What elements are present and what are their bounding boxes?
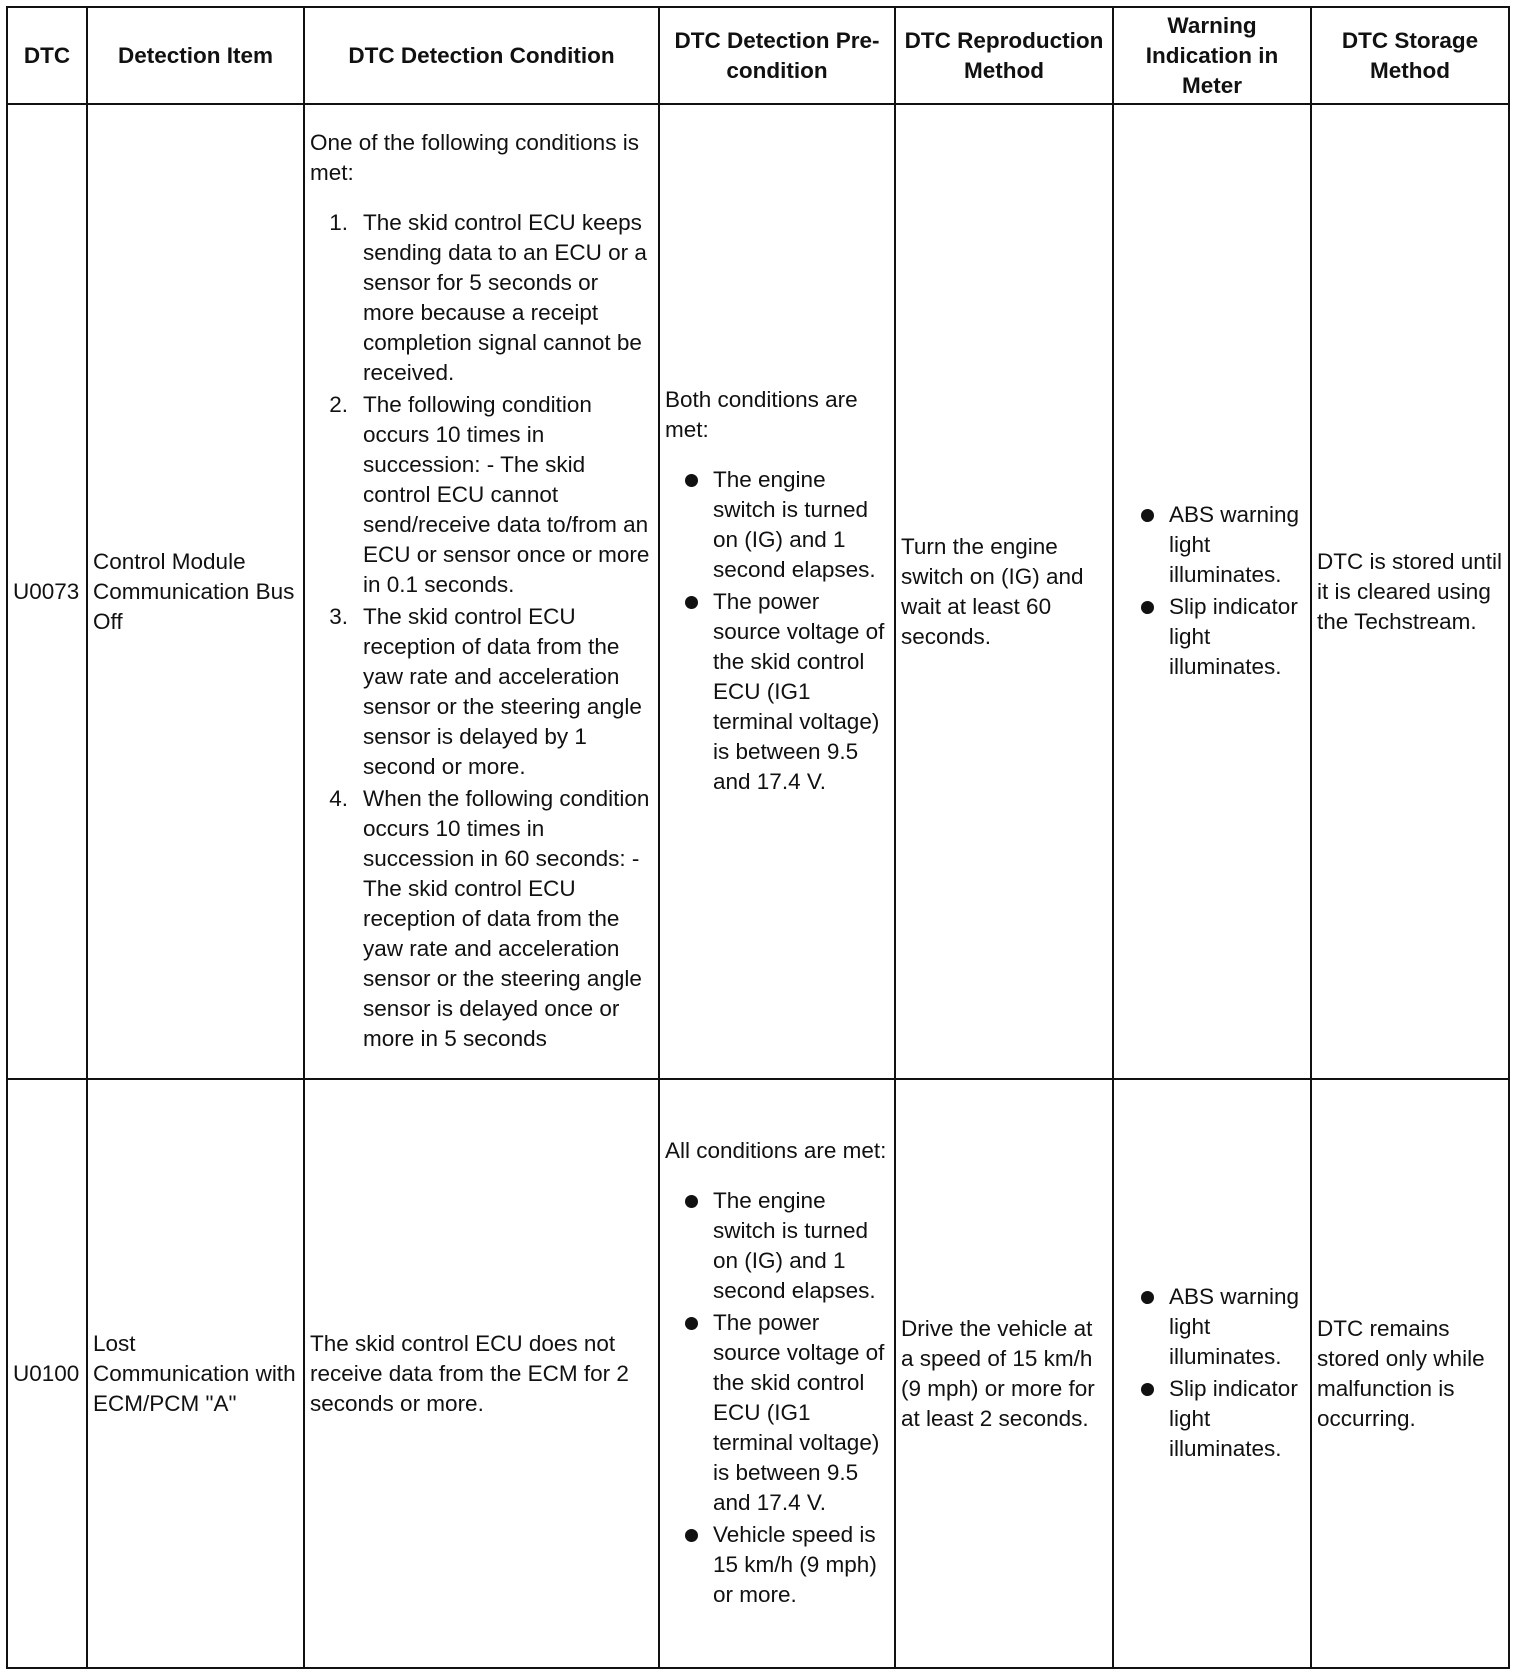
dtc-code: U0100 bbox=[7, 1079, 87, 1668]
bullet-icon bbox=[1119, 1282, 1169, 1372]
precondition-item bbox=[665, 587, 889, 797]
precondition-item bbox=[665, 465, 889, 585]
condition-item bbox=[310, 208, 653, 388]
dtc-code: U0073 bbox=[7, 104, 87, 1079]
warning-list bbox=[1119, 1282, 1305, 1464]
storage-method: DTC remains stored only while malfunction is occurring. bbox=[1311, 1079, 1509, 1668]
condition-lead: One of the following conditions is met: bbox=[310, 129, 639, 185]
condition-text: The skid control ECU reception of data from the yaw rate and acceleration sensor or the steering angle sensor is delayed by 1 second or more. bbox=[363, 603, 642, 779]
detection-precondition bbox=[659, 1079, 895, 1668]
header-reproduction-method: DTC Reproduction Method bbox=[895, 7, 1113, 104]
dtc-table-wrapper bbox=[6, 6, 1510, 1669]
warning-item bbox=[1119, 500, 1305, 590]
bullet-icon bbox=[1119, 500, 1169, 590]
condition-item bbox=[310, 784, 653, 1054]
bullet-icon bbox=[1119, 592, 1169, 682]
precondition-item bbox=[665, 1520, 889, 1610]
header-storage-method: DTC Storage Method bbox=[1311, 7, 1509, 104]
table-row bbox=[7, 104, 1509, 1079]
header-detection-condition: DTC Detection Condition bbox=[304, 7, 659, 104]
precondition-lead: Both conditions are met: bbox=[665, 386, 858, 442]
warning-text: ABS warning light illuminates. bbox=[1169, 1283, 1300, 1369]
bullet-icon bbox=[665, 1186, 713, 1306]
header-warning-indication: Warning Indication in Meter bbox=[1113, 7, 1311, 104]
condition-number: 4. bbox=[329, 785, 348, 811]
condition-item bbox=[310, 390, 653, 600]
warning-text: Slip indicator light illuminates. bbox=[1169, 593, 1298, 679]
dtc-table bbox=[6, 6, 1510, 1669]
warning-text: Slip indicator light illuminates. bbox=[1169, 1375, 1298, 1461]
warning-indication bbox=[1113, 1079, 1311, 1668]
detection-condition bbox=[304, 104, 659, 1079]
precondition-item bbox=[665, 1308, 889, 1518]
header-detection-item: Detection Item bbox=[87, 7, 304, 104]
condition-text: The skid control ECU keeps sending data to an ECU or a sensor for 5 seconds or more because a receipt completion signal cannot be received. bbox=[363, 209, 647, 385]
precondition-text: The engine switch is turned on (IG) and 1 second elapses. bbox=[713, 1187, 876, 1303]
precondition-text: The power source voltage of the skid control ECU (IG1 terminal voltage) is between 9.5 and 17.4 V. bbox=[713, 588, 885, 794]
precondition-text: Vehicle speed is 15 km/h (9 mph) or more. bbox=[713, 1521, 877, 1607]
condition-item bbox=[310, 602, 653, 782]
precondition-text: The power source voltage of the skid control ECU (IG1 terminal voltage) is between 9.5 and 17.4 V. bbox=[713, 1309, 885, 1515]
detection-condition: The skid control ECU does not receive data from the ECM for 2 seconds or more. bbox=[304, 1079, 659, 1668]
header-detection-precondition: DTC Detection Pre-condition bbox=[659, 7, 895, 104]
table-row bbox=[7, 1079, 1509, 1668]
condition-text: When the following condition occurs 10 times in succession in 60 seconds: - The skid control ECU reception of data from the yaw rate and acceleration sensor or the steering angle sensor is delayed once or more in 5 seconds bbox=[363, 785, 650, 1051]
reproduction-method: Drive the vehicle at a speed of 15 km/h (9 mph) or more for at least 2 seconds. bbox=[895, 1079, 1113, 1668]
warning-list bbox=[1119, 500, 1305, 682]
warning-item bbox=[1119, 1374, 1305, 1464]
condition-number: 2. bbox=[329, 391, 348, 417]
reproduction-method: Turn the engine switch on (IG) and wait at least 60 seconds. bbox=[895, 104, 1113, 1079]
bullet-icon bbox=[665, 1308, 713, 1518]
detection-item: Lost Communication with ECM/PCM "A" bbox=[87, 1079, 304, 1668]
detection-precondition bbox=[659, 104, 895, 1079]
detection-item: Control Module Communication Bus Off bbox=[87, 104, 304, 1079]
precondition-list bbox=[665, 465, 889, 797]
precondition-list bbox=[665, 1186, 889, 1610]
warning-indication bbox=[1113, 104, 1311, 1079]
bullet-icon bbox=[665, 465, 713, 585]
precondition-text: The engine switch is turned on (IG) and 1 second elapses. bbox=[713, 466, 876, 582]
condition-number: 3. bbox=[329, 603, 348, 629]
warning-text: ABS warning light illuminates. bbox=[1169, 501, 1300, 587]
bullet-icon bbox=[1119, 1374, 1169, 1464]
storage-method: DTC is stored until it is cleared using the Techstream. bbox=[1311, 104, 1509, 1079]
condition-text: The following condition occurs 10 times in succession: - The skid control ECU cannot send/receive data to/from an ECU or sensor once or more in 0.1 seconds. bbox=[363, 391, 650, 597]
precondition-item bbox=[665, 1186, 889, 1306]
condition-number: 1. bbox=[329, 209, 348, 235]
warning-item bbox=[1119, 1282, 1305, 1372]
warning-item bbox=[1119, 592, 1305, 682]
bullet-icon bbox=[665, 587, 713, 797]
condition-list bbox=[310, 208, 653, 1054]
bullet-icon bbox=[665, 1520, 713, 1610]
header-row bbox=[7, 7, 1509, 104]
precondition-lead: All conditions are met: bbox=[665, 1137, 887, 1163]
header-dtc: DTC bbox=[7, 7, 87, 104]
